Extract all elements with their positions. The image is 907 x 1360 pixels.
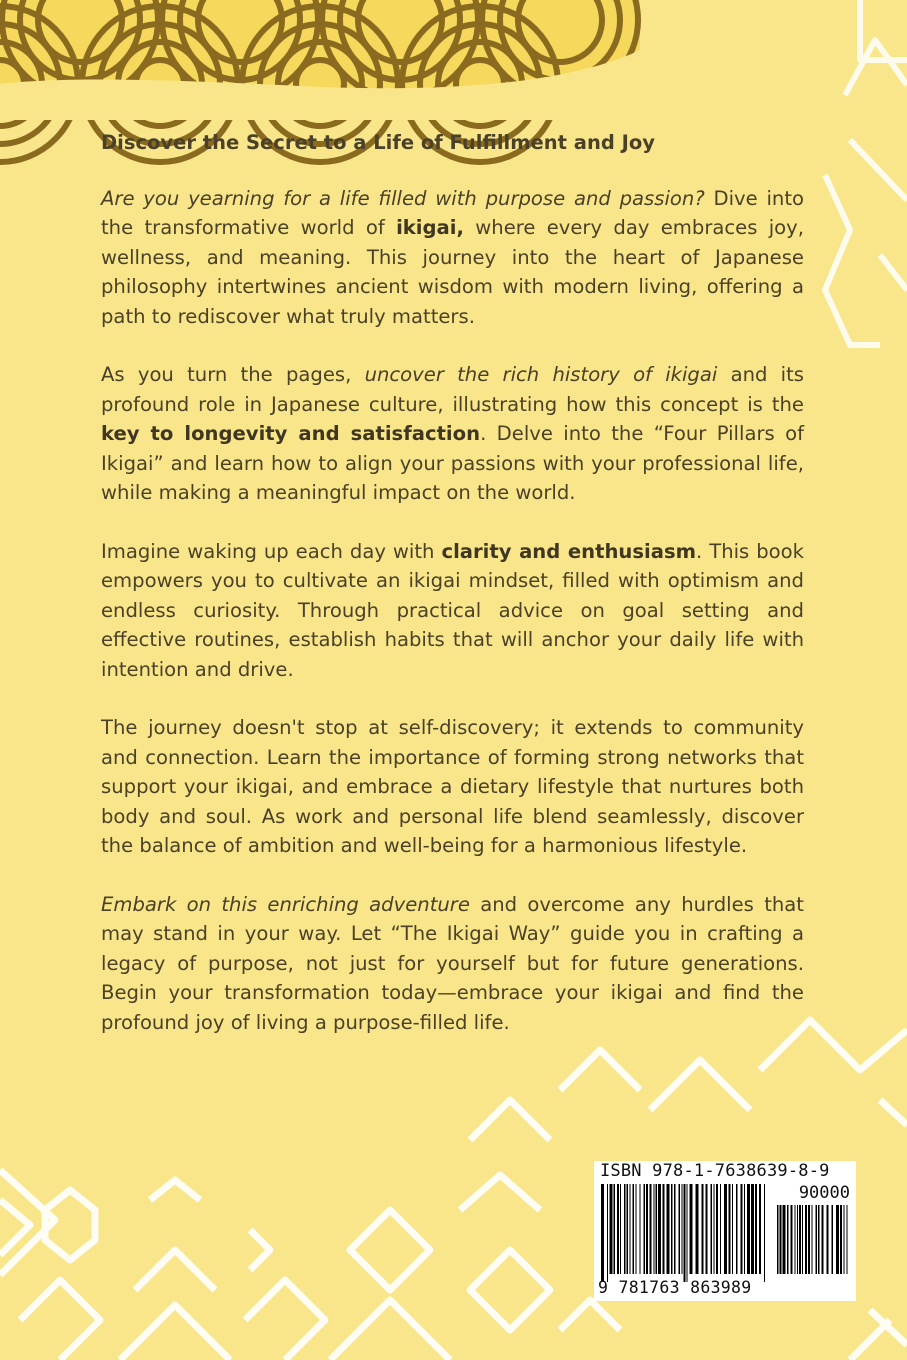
text-run: . Delve into the “Four Pillars of Ikigai” and learn how to align your passions with your professional life, while making a meaningful impact on the world. [101,422,804,504]
barcode-bar [636,1184,637,1274]
line-pattern-top-right [825,0,907,345]
barcode-bar [736,1184,738,1274]
barcode-bar [624,1184,626,1274]
barcode-bar [724,1184,727,1274]
barcode-bar [780,1205,782,1274]
blurb-paragraph [101,890,804,1038]
barcode-bar [702,1184,704,1274]
barcode-bar [706,1184,708,1274]
barcode-bar [674,1184,676,1274]
barcode-bar [764,1184,765,1282]
barcode-bar [644,1184,646,1274]
blurb-paragraph [101,184,804,332]
barcode-bar [620,1184,621,1274]
barcode-bar [714,1184,715,1274]
italic-phrase: Embark on this enriching adventure [101,892,470,916]
barcode-bar [729,1184,731,1274]
barcode-bar [663,1184,665,1274]
barcode-bar [827,1205,829,1274]
barcode-bar [791,1205,793,1274]
price-code: 90000 [798,1183,850,1203]
barcode-bar [601,1184,604,1282]
barcode-bar [720,1184,721,1274]
barcode-bar [744,1184,745,1274]
bold-phrase: ikigai, [396,216,464,239]
barcode-bar [741,1184,743,1274]
barcode-bar [797,1205,798,1274]
barcode-bar [808,1205,810,1274]
barcode-bar [799,1205,801,1274]
barcode-bar [777,1205,779,1274]
bold-phrase: clarity and enthusiasm [441,539,697,563]
text-run: Imagine waking up each day with [101,539,442,563]
barcode-bar [711,1184,713,1274]
blurb-paragraph [101,360,804,508]
barcode-bar [696,1184,699,1274]
bold-phrase: key to longevity and satisfaction [101,422,481,445]
barcode-bar [783,1205,786,1274]
barcode-bar [847,1205,848,1274]
barcode-bar [650,1184,652,1274]
barcode-bar [633,1184,635,1274]
barcode-bar [816,1205,818,1274]
barcode-bar [844,1205,845,1274]
barcode-bars [600,1184,770,1282]
barcode-bar [654,1184,655,1274]
barcode-bar [787,1205,789,1274]
barcode-bar [667,1184,670,1274]
barcode-bar [658,1184,661,1274]
barcode-bar [832,1205,834,1274]
barcode-bar [732,1184,733,1274]
barcode-bar [671,1184,673,1274]
barcode-addon-bars [776,1205,850,1282]
barcode-bar [610,1184,613,1274]
barcode-bar [640,1184,641,1274]
barcode-bar [607,1184,608,1282]
text-run: The journey doesn't stop at self-discovery; it extends to community and connection. Learn the importance of forming strong networks that support your ikigai, and embrace a dietary lifestyle that nurtures both body and soul. As work and personal life blend seamlessly, discover the balance of ambition and well-being for a harmonious lifestyle. [101,716,804,857]
barcode-bar [684,1184,686,1282]
blurb-paragraph [101,537,804,685]
blurb-paragraph [101,713,804,861]
text-run: As you turn the pages, [101,363,365,386]
isbn-label: ISBN 978-1-7638639-8-9 [600,1161,830,1181]
barcode-bar [840,1205,842,1274]
barcode-bar [812,1205,813,1274]
barcode-bar [822,1205,824,1274]
ean-digits: 9 781763 863989 [598,1278,752,1297]
text-run: where every day embraces joy, wellness, and meaning. This journey into the heart of Japanese philosophy intertwines ancient wisdom with modern living, offering a path to rediscover what truly matters. [101,216,804,328]
barcode-bar [630,1184,631,1274]
barcode-bar [656,1184,658,1274]
barcode-bar [716,1184,718,1274]
barcode-bar [751,1184,754,1274]
barcode-bar [682,1184,683,1274]
isbn-barcode [594,1161,856,1301]
text-run: and its profound role in Japanese culture, illustrating how this concept is the [101,363,805,416]
barcode-bar [627,1184,629,1274]
barcode-bar [818,1205,820,1274]
text-run: and overcome any hurdles that may stand in your way. Let “The Ikigai Way” guide you in crafting a legacy of purpose, not just for yourself but for future generations. Begin your transformation today—embrace your ikigai and find the profound joy of living a purpose-filled life. [101,892,804,1034]
italic-phrase: uncover the rich history of ikigai [364,363,718,386]
blurb-heading: Discover the Secret to a Life of Fulfillment and Joy [101,131,655,154]
barcode-bar [687,1184,688,1282]
barcode-bar [690,1184,693,1274]
text-run: Dive into the transformative world of [101,186,804,239]
barcode-bar [836,1205,839,1274]
barcode-bar [646,1184,648,1274]
barcode-bar [805,1205,807,1274]
back-cover-text [101,128,804,1066]
barcode-bar [617,1184,619,1274]
barcode-bar [759,1184,761,1274]
barcode-bar [679,1184,681,1274]
text-run: . This book empowers you to cultivate an ikigai mindset, filled with optimism and endless curiosity. Through practical advice on goal setting and effective routines, establish habits that will anchor your daily life with intention and drive. [101,539,804,681]
barcode-bar [755,1184,757,1274]
italic-phrase: Are you yearning for a life filled with purpose and passion? [101,186,705,210]
barcode-bar [795,1205,796,1274]
barcode-bar [802,1205,803,1274]
barcode-bar [747,1184,750,1274]
barcode-bar [614,1184,616,1274]
